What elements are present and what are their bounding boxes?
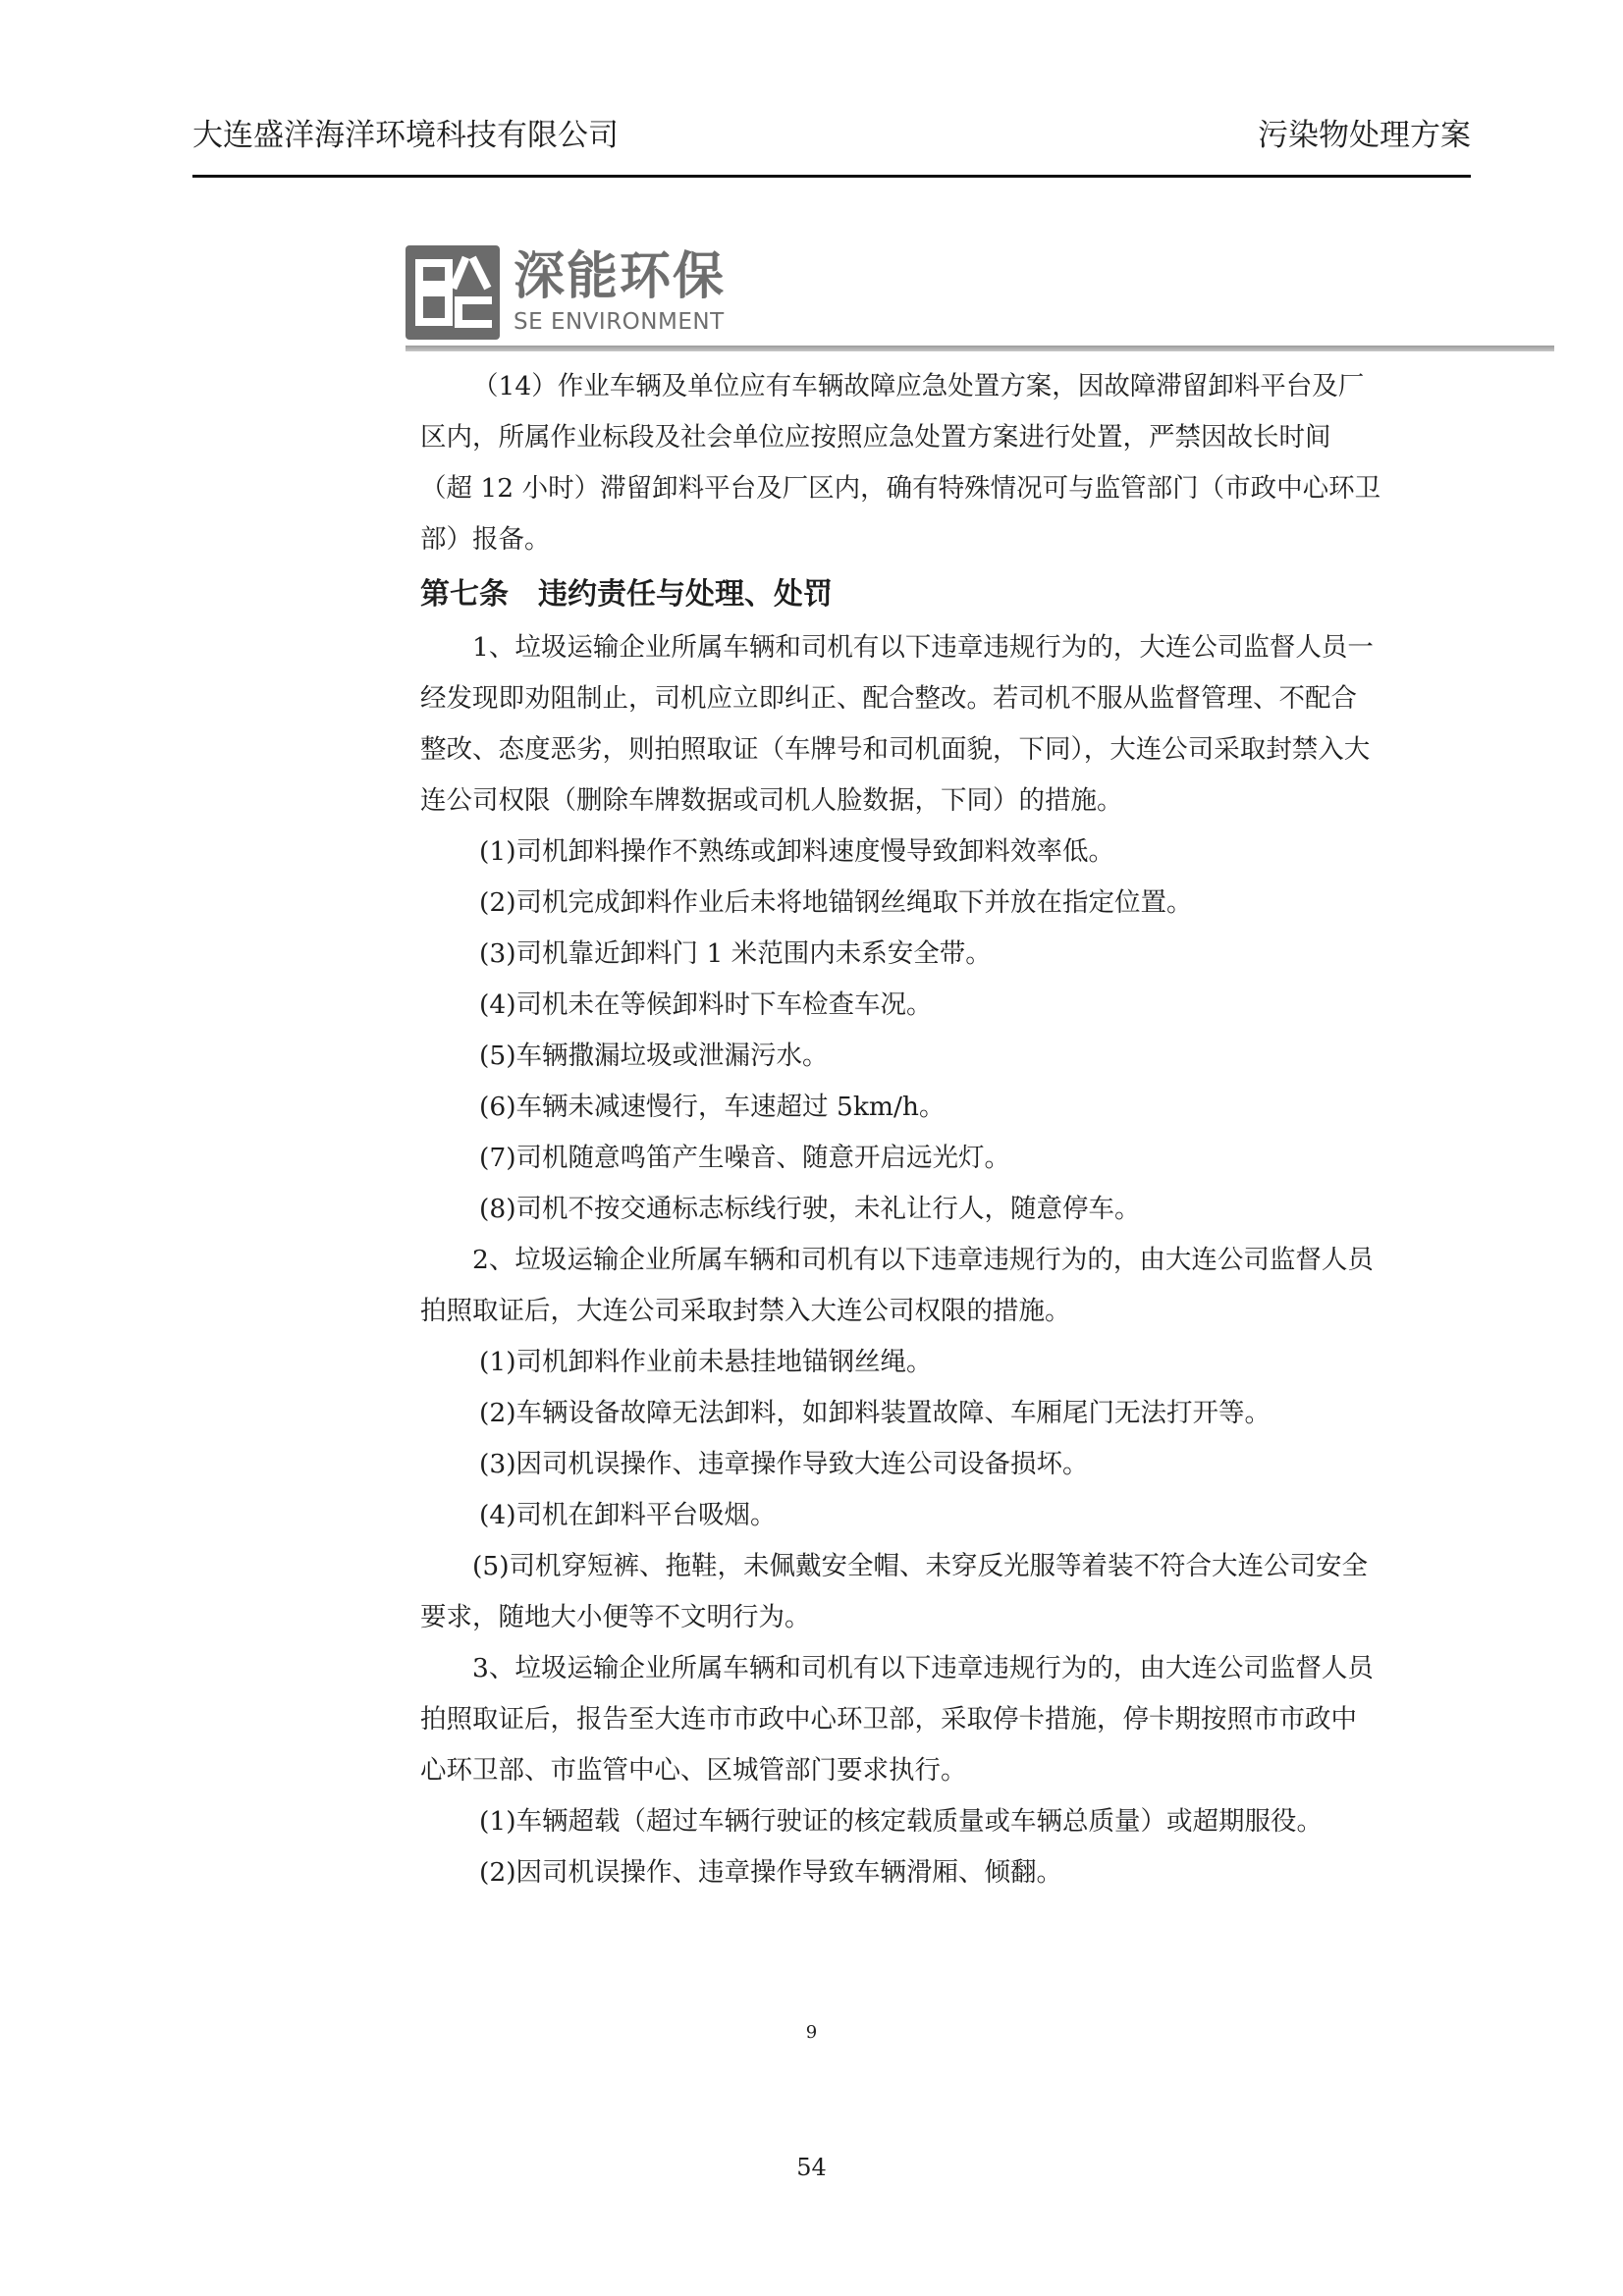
list-item: (1)司机卸料操作不熟练或卸料速度慢导致卸料效率低。: [479, 836, 1115, 867]
header-divider: [192, 175, 1471, 178]
list-item: (3)司机靠近卸料门 1 米范围内未系安全带。: [479, 938, 992, 969]
list-item: (2)因司机误操作、违章操作导致车辆滑厢、倾翻。: [479, 1857, 1063, 1888]
list-item: (7)司机随意鸣笛产生噪音、随意开启远光灯。: [479, 1143, 1011, 1173]
list-item: (8)司机不按交通标志标线行驶，未礼让行人，随意停车。: [479, 1194, 1141, 1224]
list-item: (4)司机在卸料平台吸烟。: [479, 1500, 777, 1530]
list-item: (5)司机穿短裤、拖鞋，未佩戴安全帽、未穿反光服等着装不符合大连公司安全要求，随地大小便等不文明行为。: [420, 1551, 1369, 1632]
page-header: [192, 110, 1471, 161]
list-item: (2)车辆设备故障无法卸料，如卸料装置故障、车厢尾门无法打开等。: [479, 1398, 1271, 1428]
logo-name-cn: 深能环保: [514, 247, 727, 306]
logo-divider: [406, 346, 1554, 351]
company-name: 大连盛洋海洋环境科技有限公司: [192, 118, 619, 153]
paragraph-item-14: （14）作业车辆及单位应有车辆故障应急处置方案，因故障滞留卸料平台及厂区内，所属作业标段及社会单位应按照应急处置方案进行处置，严禁因故长时间（超 12 小时）滞留卸料平台及厂区内，确有特殊情况可与监管部门（市政中心环卫部）报备。: [420, 371, 1381, 555]
document-title: 污染物处理方案: [1258, 118, 1471, 153]
list-item: (6)车辆未减速慢行，车速超过 5km/h。: [479, 1092, 946, 1122]
inner-page-number: 9: [805, 2022, 818, 2043]
clause-2: 2、垃圾运输企业所属车辆和司机有以下违章违规行为的，由大连公司监督人员拍照取证后，大连公司采取封禁入大连公司权限的措施。: [420, 1245, 1374, 1326]
company-logo: [406, 245, 730, 344]
section-heading: 第七条 违约责任与处理、处罚: [420, 577, 833, 612]
logo-mark-icon: [406, 245, 500, 340]
logo-name-en: SE ENVIRONMENT: [514, 309, 725, 335]
list-item: (2)司机完成卸料作业后未将地锚钢丝绳取下并放在指定位置。: [479, 887, 1193, 918]
document-body: [420, 361, 1382, 1898]
list-item: (5)车辆撒漏垃圾或泄漏污水。: [479, 1041, 829, 1071]
list-item: (1)车辆超载（超过车辆行驶证的核定载质量或车辆总质量）或超期服役。: [479, 1806, 1324, 1837]
clause-3: 3、垃圾运输企业所属车辆和司机有以下违章违规行为的，由大连公司监督人员拍照取证后，报告至大连市市政中心环卫部，采取停卡措施，停卡期按照市市政中心环卫部、市监管中心、区城管部门要求执行。: [420, 1653, 1374, 1786]
list-item: (1)司机卸料作业前未悬挂地锚钢丝绳。: [479, 1347, 933, 1377]
clause-1: 1、垃圾运输企业所属车辆和司机有以下违章违规行为的，大连公司监督人员一经发现即劝阻制止，司机应立即纠正、配合整改。若司机不服从监督管理、不配合整改、态度恶劣，则拍照取证（车牌号和司机面貌，下同），大连公司采取封禁入大连公司权限（删除车牌数据或司机人脸数据，下同）的措施。: [420, 632, 1374, 816]
list-item: (4)司机未在等候卸料时下车检查车况。: [479, 989, 933, 1020]
list-item: (3)因司机误操作、违章操作导致大连公司设备损坏。: [479, 1449, 1089, 1479]
page-number: 54: [796, 2154, 827, 2181]
